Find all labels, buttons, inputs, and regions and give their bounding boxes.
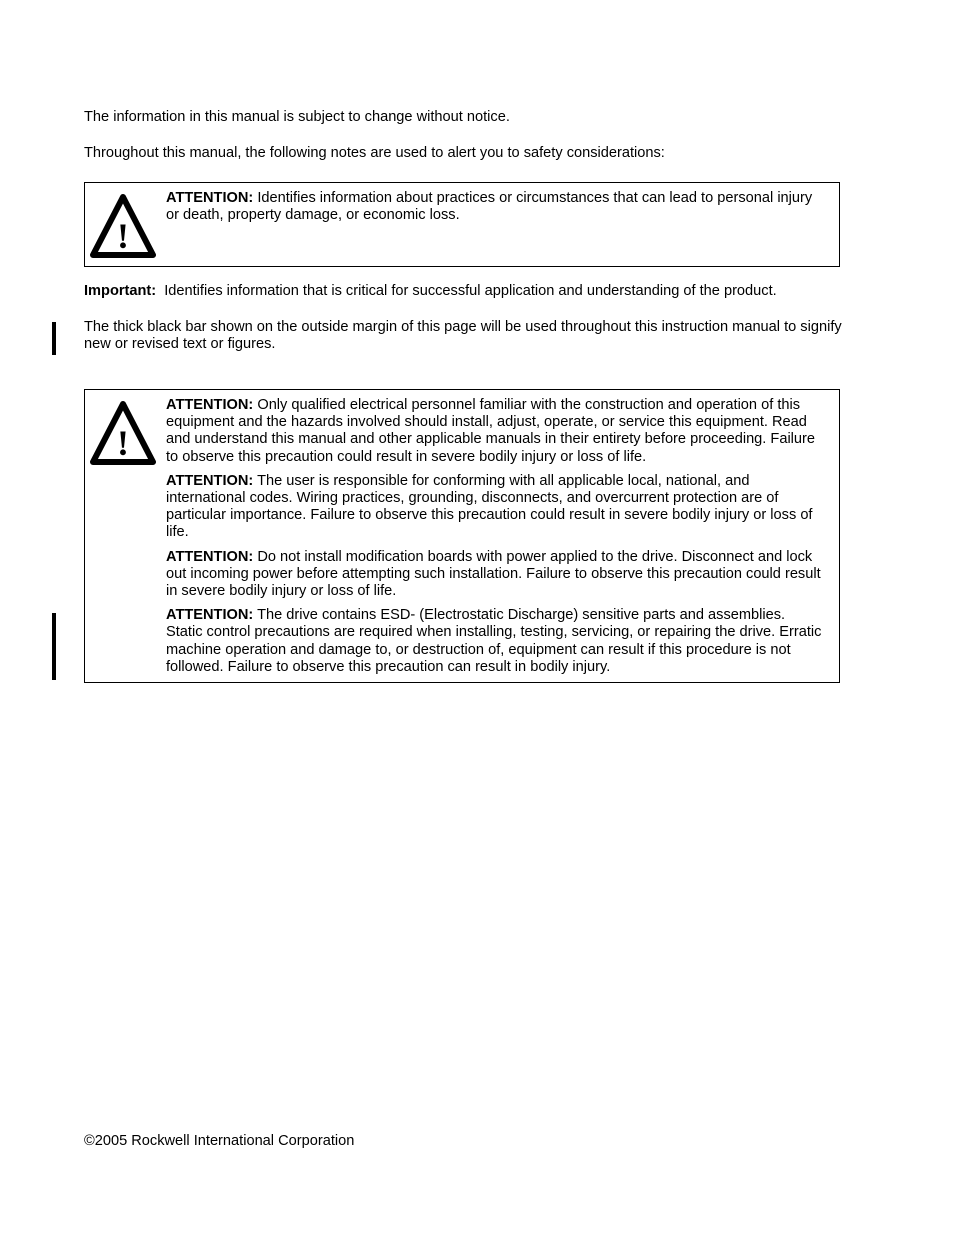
attention-item <box>166 473 822 542</box>
warning-triangle-icon <box>89 398 157 468</box>
attention-item <box>166 607 822 676</box>
attention-label: ATTENTION: <box>166 472 254 489</box>
attention-text: Do not install modification boards with power applied to the drive. Disconnect and lock out incoming power before attempting such installation. Failure to observe this precaution could result in severe bodily injury or loss of life. <box>166 548 821 600</box>
svg-text:!: ! <box>117 423 129 463</box>
attention-text: The user is responsible for conforming with all applicable local, national, and international codes. Wiring practices, grounding, disconnects, and overcurrent protection are of particular importance. Failure to observe this precaution could result in severe bodily injury or loss of life. <box>166 472 813 541</box>
attention-example-box <box>84 182 840 267</box>
throughout-text: Throughout this manual, the following notes are used to alert you to safety considerations: <box>84 145 665 161</box>
copyright: ©2005 Rockwell International Corporation <box>84 1133 355 1149</box>
important-label: Important: <box>84 283 157 299</box>
attention-list <box>166 397 822 676</box>
change-bar <box>52 613 56 680</box>
attention-text: Only qualified electrical personnel familiar with the construction and operation of this equipment and the hazards involved should install, adjust, operate, or service this equipment. Read and understand this manual and other applicable manuals in their entirety before proceeding. Failure to observe this precaution could result in severe bodily injury or loss of life. <box>166 397 816 465</box>
important-note <box>84 283 844 300</box>
change-bar <box>52 322 56 355</box>
warning-triangle-icon <box>89 191 157 261</box>
attention-label: ATTENTION: <box>166 397 254 413</box>
notice-text: The information in this manual is subject to change without notice. <box>84 109 510 125</box>
attention-label: ATTENTION: <box>166 190 254 206</box>
attention-label: ATTENTION: <box>166 607 254 624</box>
svg-text:!: ! <box>117 216 129 256</box>
attention-example <box>166 190 822 224</box>
attention-box <box>84 389 840 683</box>
change-bar-text: The thick black bar shown on the outside margin of this page will be used throughout this instruction manual to signify new or revised text or figures. <box>84 319 842 353</box>
important-text: Identifies information that is critical for successful application and understanding of the product. <box>164 283 777 299</box>
attention-item <box>166 549 822 601</box>
attention-text: The drive contains ESD- (Electrostatic Discharge) sensitive parts and assemblies. Static control precautions are required when installing, testing, servicing, or repairing the drive. Erratic machine operation and damage to, or destruction of, equipment can result if this procedure is not followed. Failure to observe this precaution can result in bodily injury. <box>166 607 822 675</box>
attention-label: ATTENTION: <box>166 548 254 565</box>
attention-example-text: Identifies information about practices or circumstances that can lead to personal injury or death, property damage, or economic loss. <box>166 190 813 224</box>
attention-item <box>166 397 822 466</box>
